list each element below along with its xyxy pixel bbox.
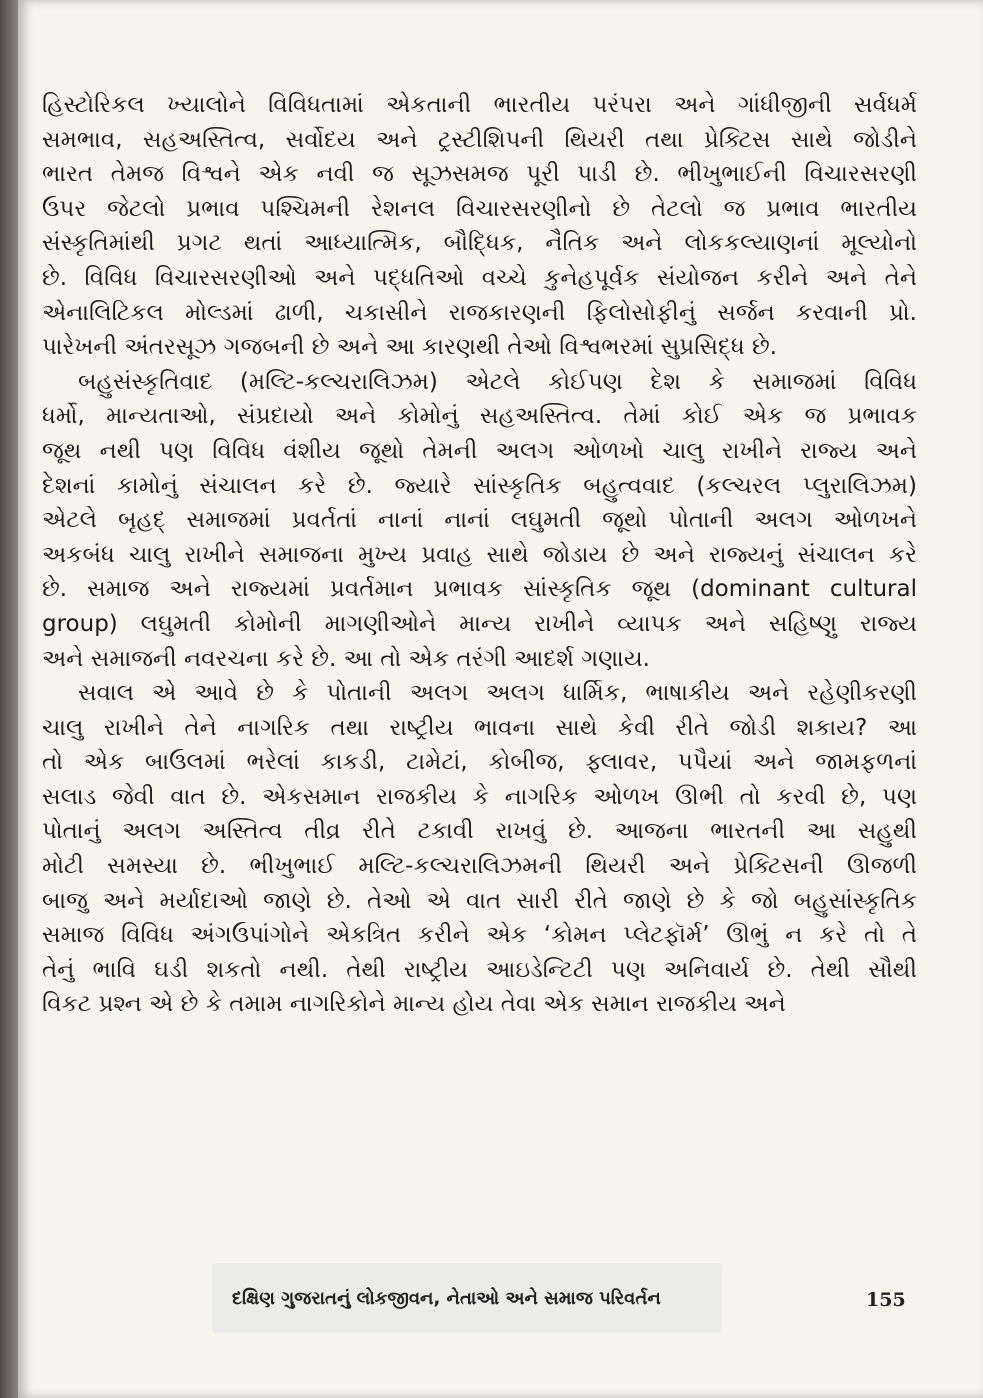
text-line: દેશનાં કામોનું સંચાલન કરે છે. જ્યારે સાંસ્કૃતિક બહુત્વવાદ (કલ્ચરલ પ્લુરાલિઝમ): [42, 472, 917, 499]
text-line: ભારત તેમજ વિશ્વને એક નવી જ સૂઝસમજ પૂરી પાડી છે. ભીખુભાઈની વિચારસરણી: [42, 161, 917, 188]
text-line: છે. સમાજ અને રાજ્યમાં પ્રવર્તમાન પ્રભાવક સાંસ્કૃતિક જૂથ (dominant cultural: [42, 576, 917, 603]
text-line: પારેખની અંતરસૂઝ ગજબની છે અને આ કારણથી તેઓ વિશ્વભરમાં સુપ્રસિદ્ધ છે.: [42, 334, 778, 361]
text-line: સલાડ જેવી વાત છે. એકસમાન રાજકીય કે નાગરિક ઓળખ ઊભી તો કરવી છે, પણ: [42, 783, 917, 810]
text-line: છે. વિવિધ વિચારસરણીઓ અને પદ્ધતિઓ વચ્ચે કુનેહપૂર્વક સંયોજન કરીને અને તેને: [42, 264, 917, 291]
paragraph-2: [42, 365, 917, 676]
text-line: અકબંધ ચાલુ રાખીને સમાજના મુખ્ય પ્રવાહ સાથે જોડાય છે અને રાજ્યનું સંચાલન કરે: [42, 541, 917, 568]
text-line: તેનું ભાવિ ઘડી શકતો નથી. તેથી રાષ્ટ્રીય આઇડેન્ટિટી પણ અનિવાર્ય છે. તેથી સૌથી: [42, 956, 917, 983]
text-line: બાજુ અને મર્યાદાઓ જાણે છે. તેઓ એ વાત સારી રીતે જાણે છે કે જો બહુસાંસ્કૃતિક: [42, 887, 917, 914]
text-line: મોટી સમસ્યા છે. ભીખુભાઈ મલ્ટિ-કલ્ચરાલિઝમની થિયરી અને પ્રેક્ટિસની ઊજળી: [42, 853, 917, 880]
text-line: એટલે બૃહદ્ સમાજમાં પ્રવર્તતાં નાનાં નાનાં લઘુમતી જૂથો પોતાની અલગ ઓળખને: [42, 507, 917, 534]
body-text: [42, 88, 917, 1022]
text-line: પોતાનું અલગ અસ્તિત્વ તીવ્ર રીતે ટકાવી રાખવું છે. આજના ભારતની આ સહુથી: [42, 818, 917, 845]
text-line: સવાલ એ આવે છે કે પોતાની અલગ અલગ ધાર્મિક, ભાષાકીય અને રહેણીકરણી: [78, 680, 917, 707]
text-line: બહુસંસ્કૃતિવાદ (મલ્ટિ-કલ્ચરાલિઝમ) એટલે કોઈપણ દેશ કે સમાજમાં વિવિધ: [78, 368, 917, 395]
text-line: હિસ્ટોરિકલ ખ્યાલોને વિવિધતામાં એકતાની ભારતીય પરંપરા અને ગાંધીજીની સર્વધર્મ: [42, 92, 917, 118]
text-line: અને સમાજની નવરચના કરે છે. આ તો એક તરંગી આદર્શ ગણાય.: [42, 645, 650, 672]
book-spine-edge: [0, 0, 18, 1398]
paragraph-1: [42, 88, 917, 365]
text-line: સમભાવ, સહઅસ્તિત્વ, સર્વોદય અને ટ્રસ્ટીશિપની થિયરી તથા પ્રેક્ટિસ સાથે જોડીને: [42, 126, 917, 153]
text-line: વિકટ પ્રશ્ન એ છે કે તમામ નાગરિકોને માન્ય હોય તેવા એક સમાન રાજકીય અને: [42, 991, 786, 1018]
text-line: એનાલિટિકલ મોલ્ડમાં ઢાળી, ચકાસીને રાજકારણની ફિલોસોફીનું સર્જન કરવાની પ્રો.: [42, 299, 917, 326]
text-line: ચાલુ રાખીને તેને નાગરિક તથા રાષ્ટ્રીય ભાવના સાથે કેવી રીતે જોડી શકાય? આ: [42, 714, 917, 741]
text-line: સંસ્કૃતિમાંથી પ્રગટ થતાં આધ્યાત્મિક, બૌદ્ધિક, નૈતિક અને લોકકલ્યાણનાં મૂલ્યોનો: [42, 230, 917, 257]
text-line: સમાજ વિવિધ અંગઉપાંગોને એકત્રિત કરીને એક ‘કોમન પ્લેટફૉર્મ’ ઊભું ન કરે તો તે: [42, 922, 917, 949]
text-line: ધર્મો, માન્યતાઓ, સંપ્રદાયો અને કોમોનું સહઅસ્તિત્વ. તેમાં કોઈ એક જ પ્રભાવક: [42, 403, 917, 430]
text-line: જૂથ નથી પણ વિવિધ વંશીય જૂથો તેમની અલગ ઓળખો ચાલુ રાખીને રાજ્ય અને: [42, 437, 917, 464]
paragraph-3: [42, 676, 917, 1022]
running-footer-title: દક્ષિણ ગુજરાતનું લોકજીવન, નેતાઓ અને સમાજ પરિવર્તન: [232, 1288, 661, 1309]
text-line: group) લઘુમતી કોમોની માગણીઓને માન્ય રાખીને વ્યાપક અને સહિષ્ણુ રાજ્ય: [42, 610, 917, 637]
text-line: તો એક બાઉલમાં ભરેલાં કાકડી, ટામેટાં, કોબીજ, ફ્લાવર, પપૈયાં અને જામફળનાં: [42, 749, 917, 776]
page-number: 155: [866, 1289, 906, 1311]
text-line: ઉપર જેટલો પ્રભાવ પશ્ચિમની રેશનલ વિચારસરણીનો છે તેટલો જ પ્રભાવ ભારતીય: [42, 195, 917, 222]
